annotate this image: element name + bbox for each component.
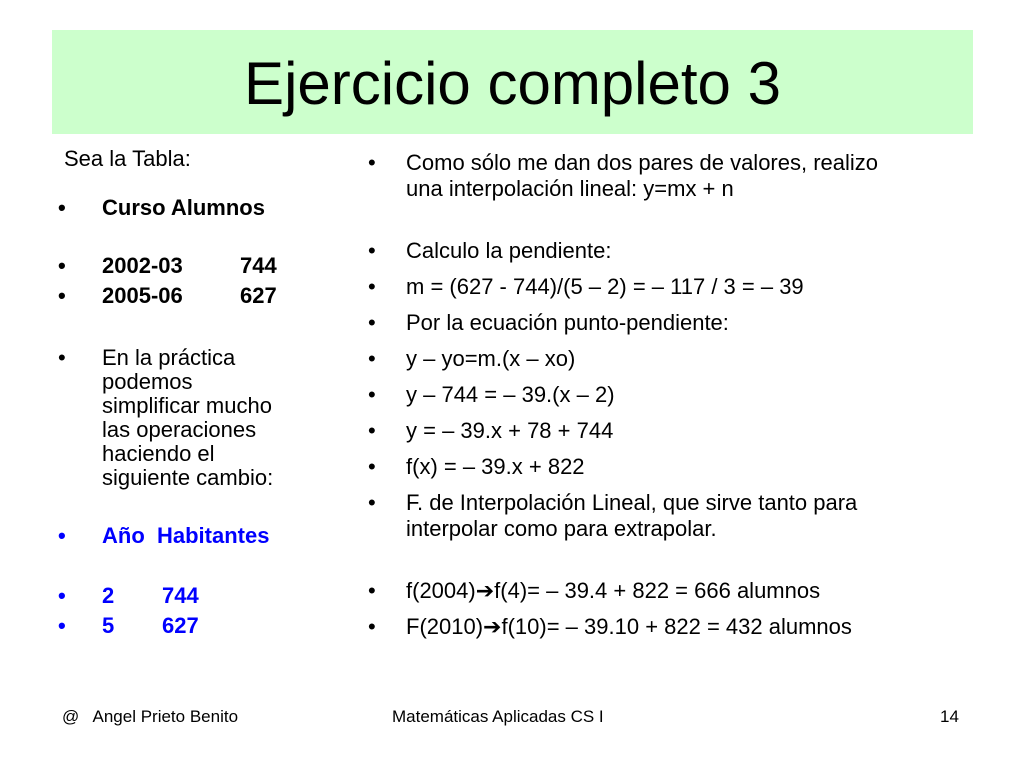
row-inhabitants: 627 bbox=[162, 613, 199, 638]
right-column bbox=[368, 150, 978, 640]
table-header-curso-alumnos: • Curso Alumnos bbox=[64, 196, 334, 220]
step-result: • f(x) = – 39.x + 822 bbox=[368, 454, 978, 480]
text-line: Como sólo me dan dos pares de valores, realizo bbox=[406, 150, 879, 175]
row-course: 2002-03 bbox=[102, 253, 183, 278]
text-part: F(2010) bbox=[406, 614, 484, 639]
steps-list-1 bbox=[368, 150, 978, 202]
note-line: podemos bbox=[102, 369, 193, 394]
step-expand: • y = – 39.x + 78 + 744 bbox=[368, 418, 978, 444]
row-year: 5 bbox=[102, 613, 115, 638]
footer-author: @ Angel Prieto Benito bbox=[62, 707, 239, 726]
table-rows-ano bbox=[64, 584, 334, 638]
note-line: las operaciones bbox=[102, 417, 257, 442]
note-line: siguiente cambio: bbox=[102, 465, 274, 490]
text-line: interpolar como para extrapolar. bbox=[406, 516, 717, 541]
step-formula: • y – yo=m.(x – xo) bbox=[368, 346, 978, 372]
list-item bbox=[64, 284, 334, 308]
example-2004 bbox=[368, 578, 978, 604]
note-list bbox=[64, 346, 334, 490]
simplification-note bbox=[64, 346, 334, 490]
footer-page-number: 14 bbox=[940, 707, 959, 726]
text-part: f(10)= – 39.10 + 822 = 432 alumnos bbox=[501, 614, 852, 639]
example-2010 bbox=[368, 614, 978, 640]
note-line: En la práctica bbox=[102, 345, 236, 370]
text-line: F. de Interpolación Lineal, que sirve tanto para bbox=[406, 490, 858, 515]
step-substitution: • y – 744 = – 39.(x – 2) bbox=[368, 382, 978, 408]
table-header-ano-habitantes: • Año Habitantes bbox=[64, 524, 334, 548]
row-course: 2005-06 bbox=[102, 283, 183, 308]
row-year: 2 bbox=[102, 583, 115, 608]
text-line: una interpolación lineal: y=mx + n bbox=[406, 176, 734, 201]
title-band bbox=[52, 30, 973, 134]
slide-title: Ejercicio completo 3 bbox=[244, 50, 781, 117]
list-item bbox=[64, 614, 334, 638]
arrow-right-icon: ➔ bbox=[475, 578, 495, 603]
footer-course: Matemáticas Aplicadas CS I bbox=[392, 707, 604, 726]
interpolation-intro bbox=[368, 150, 978, 202]
list-item bbox=[64, 584, 334, 608]
steps-list-3 bbox=[368, 578, 978, 640]
note-line: haciendo el bbox=[102, 441, 215, 466]
table-header2-list bbox=[64, 524, 334, 548]
step-slope-calc: • m = (627 - 744)/(5 – 2) = – 117 / 3 = – 39 bbox=[368, 274, 978, 300]
table-rows-curso bbox=[64, 254, 334, 308]
row-students: 744 bbox=[240, 253, 277, 278]
list-item bbox=[64, 254, 334, 278]
text-part: f(2004) bbox=[406, 578, 476, 603]
arrow-right-icon: ➔ bbox=[483, 614, 502, 639]
step-conclusion bbox=[368, 490, 978, 542]
text-part: f(4)= – 39.4 + 822 = 666 alumnos bbox=[494, 578, 821, 603]
step-point-slope: • Por la ecuación punto-pendiente: bbox=[368, 310, 978, 336]
note-line: simplificar mucho bbox=[102, 393, 272, 418]
step-slope: • Calculo la pendiente: bbox=[368, 238, 978, 264]
row-students: 627 bbox=[240, 283, 277, 308]
intro-text: Sea la Tabla: bbox=[64, 146, 191, 171]
table-header-list bbox=[64, 196, 334, 220]
steps-list-2 bbox=[368, 238, 978, 542]
left-column bbox=[64, 145, 334, 638]
row-inhabitants: 744 bbox=[162, 583, 199, 608]
